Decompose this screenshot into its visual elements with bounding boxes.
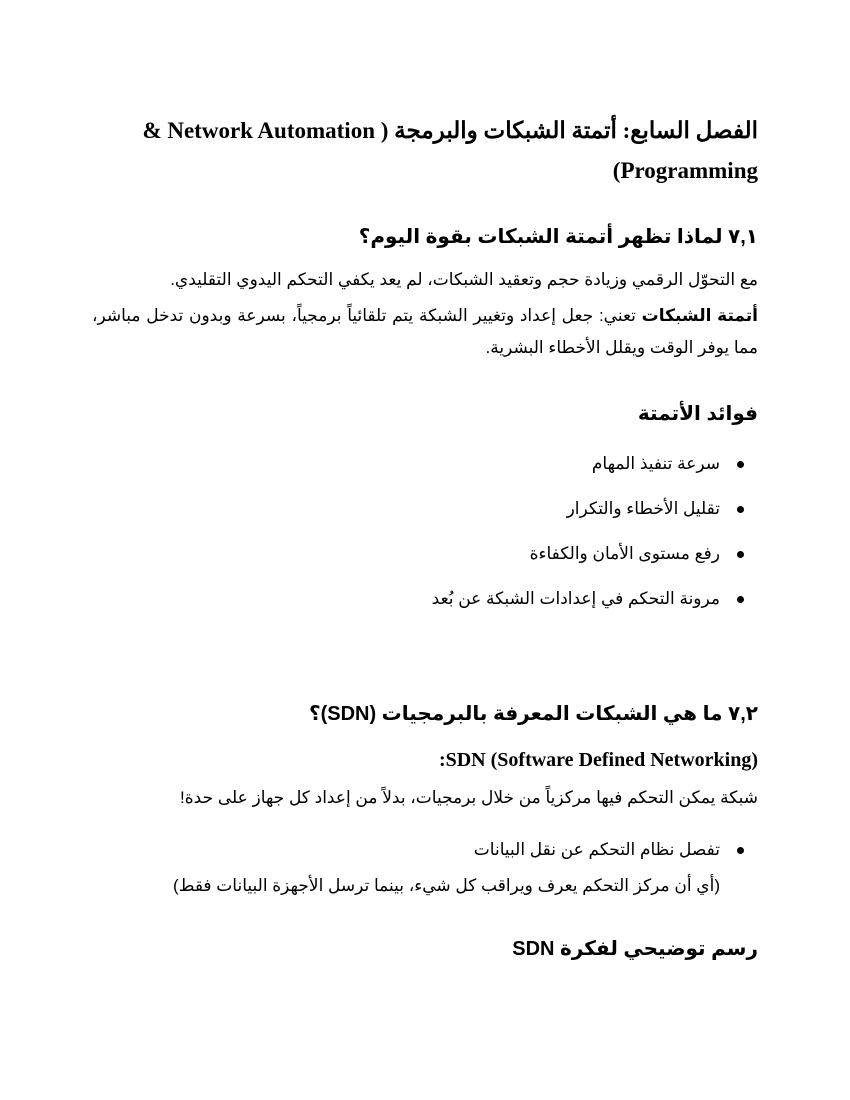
benefits-list: [92, 454, 758, 634]
benefits-heading: فوائد الأتمتة: [637, 403, 758, 425]
list-item-text: سرعة تنفيذ المهام: [591, 454, 720, 473]
section-7-2-heading: ٧,٢ ما هي الشبكات المعرفة بالبرمجيات (SDN)؟: [308, 703, 758, 725]
diagram-heading: رسم توضيحي لفكرة SDN: [512, 938, 758, 960]
sdn-label: :SDN (Software Defined Networking): [438, 749, 758, 771]
sdn-description: شبكة يمكن التحكم فيها مركزياً من خلال برمجيات، بدلاً من إعداد كل جهاز على حدة!: [180, 788, 758, 807]
list-item: [92, 544, 758, 589]
list-item-text: تقليل الأخطاء والتكرار: [566, 499, 720, 518]
automation-definition: [92, 300, 758, 364]
list-item-text: رفع مستوى الأمان والكفاءة: [529, 544, 720, 563]
bullet-icon: [737, 461, 744, 468]
definition-term: أتمتة الشبكات: [641, 306, 758, 325]
sdn-bullets: [92, 840, 758, 872]
list-item: [92, 454, 758, 499]
list-item: [92, 840, 758, 872]
chapter-title-line-2: (Programming: [612, 158, 758, 183]
definition-text: تعني: جعل إعداد وتغيير الشبكة يتم تلقائياً برمجياً، بسرعة وبدون تدخل مباشر، مما يوفر الوقت ويقلل الأخطاء البشرية.: [92, 306, 758, 357]
bullet-icon: [737, 596, 744, 603]
bullet-icon: [737, 847, 744, 854]
bullet-icon: [737, 551, 744, 558]
list-item: [92, 589, 758, 634]
sdn-note: (أي أن مركز التحكم يعرف ويراقب كل شيء، بينما ترسل الأجهزة البيانات فقط): [173, 876, 720, 895]
list-item: [92, 499, 758, 544]
list-item-text: تفصل نظام التحكم عن نقل البيانات: [473, 840, 720, 859]
section-7-1-heading: ٧,١ لماذا تظهر أتمتة الشبكات بقوة اليوم؟: [358, 226, 758, 248]
bullet-icon: [737, 506, 744, 513]
section-7-1-intro: مع التحوّل الرقمي وزيادة حجم وتعقيد الشبكات، لم يعد يكفي التحكم اليدوي التقليدي.: [170, 270, 758, 289]
list-item-text: مرونة التحكم في إعدادات الشبكة عن بُعد: [431, 589, 720, 608]
chapter-title-line-1: الفصل السابع: أتمتة الشبكات والبرمجة ( Network Automation &: [142, 118, 758, 143]
